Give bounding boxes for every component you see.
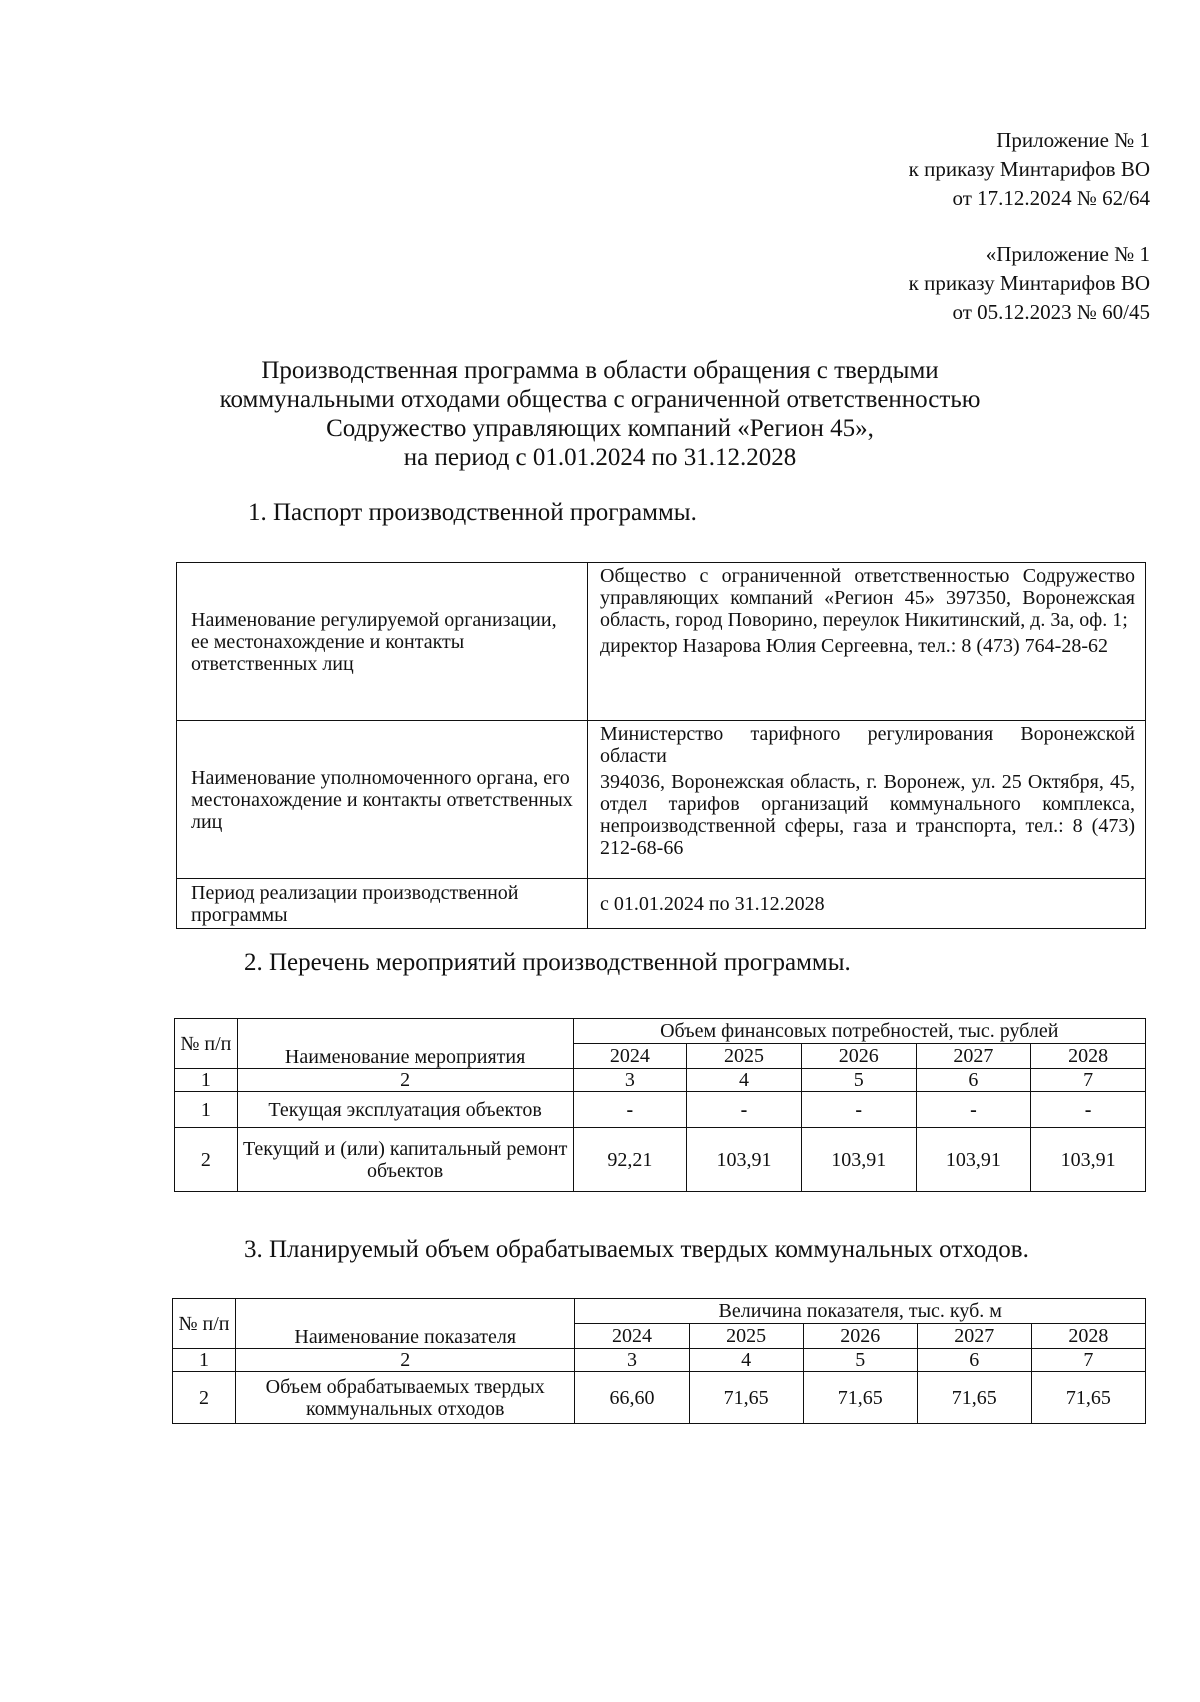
passport-value <box>588 563 1146 721</box>
row-value: 103,91 <box>916 1128 1031 1192</box>
column-index: 4 <box>687 1069 802 1092</box>
row-value: 71,65 <box>917 1372 1031 1424</box>
row-value: 103,91 <box>687 1128 802 1192</box>
column-header-name: Наименование показателя <box>235 1299 574 1349</box>
column-header-group: Объем финансовых потребностей, тыс. рублей <box>573 1019 1145 1044</box>
row-value: - <box>916 1092 1031 1128</box>
passport-label: Наименование регулируемой организации, ее местонахождение и контакты ответственных лиц <box>177 563 588 721</box>
section-3-heading: 3. Планируемый объем обрабатываемых твердых коммунальных отходов. <box>244 1236 1029 1263</box>
column-header-name: Наименование мероприятия <box>237 1019 573 1069</box>
row-value: - <box>1031 1092 1146 1128</box>
title-line: на период с 01.01.2024 по 31.12.2028 <box>403 444 797 471</box>
column-header-number: № п/п <box>175 1019 238 1069</box>
row-value: 66,60 <box>575 1372 689 1424</box>
passport-value-text: с 01.01.2024 по 31.12.2028 <box>600 892 825 915</box>
annex-line: от 05.12.2023 № 60/45 <box>952 300 1150 324</box>
passport-value-text: 394036, Воронежская область, г. Воронеж, ул. 25 Октября, 45, отдел тарифов организаций коммунального комплекса, непроизводственной сферы, газа и транспорта, тел.: 8 (473) 212-68-66 <box>600 771 1135 859</box>
row-value: 103,91 <box>1031 1128 1146 1192</box>
table-row <box>177 563 1146 721</box>
table-row <box>173 1372 1146 1424</box>
title-line: Содружество управляющих компаний «Регион 45», <box>326 415 874 442</box>
row-value: - <box>687 1092 802 1128</box>
year-header: 2025 <box>689 1324 803 1349</box>
year-header: 2027 <box>917 1324 1031 1349</box>
section-2-heading: 2. Перечень мероприятий производственной программы. <box>244 949 851 976</box>
table-row <box>177 879 1146 929</box>
year-header: 2025 <box>687 1044 802 1069</box>
passport-value-text: Министерство тарифного регулирования Воронежской области <box>600 723 1135 767</box>
column-index: 5 <box>801 1069 916 1092</box>
column-index: 6 <box>916 1069 1031 1092</box>
annex-original-reference <box>909 240 1150 327</box>
column-index: 3 <box>575 1349 689 1372</box>
annex-line: «Приложение № 1 <box>985 242 1150 266</box>
table-row <box>177 721 1146 879</box>
title-line: коммунальными отходами общества с ограниченной ответственностью <box>219 386 981 413</box>
year-header: 2028 <box>1031 1044 1146 1069</box>
table-header-row <box>173 1299 1146 1324</box>
column-header-group: Величина показателя, тыс. куб. м <box>575 1299 1146 1324</box>
row-value: - <box>573 1092 687 1128</box>
column-index: 7 <box>1031 1349 1145 1372</box>
column-index: 3 <box>573 1069 687 1092</box>
row-value: 71,65 <box>803 1372 917 1424</box>
row-value: - <box>801 1092 916 1128</box>
column-header-number: № п/п <box>173 1299 236 1349</box>
year-header: 2027 <box>916 1044 1031 1069</box>
annex-line: Приложение № 1 <box>996 128 1150 152</box>
passport-value-text: Общество с ограниченной ответственностью Содружество управляющих компаний «Регион 45» 397350, Воронежская область, город Поворино, переулок Никитинский, д. 3а, оф. 1; <box>600 565 1135 631</box>
column-index: 4 <box>689 1349 803 1372</box>
row-value: 103,91 <box>801 1128 916 1192</box>
column-index: 6 <box>917 1349 1031 1372</box>
volumes-table <box>172 1298 1146 1424</box>
passport-label: Наименование уполномоченного органа, его местонахождение и контакты ответственных лиц <box>177 721 588 879</box>
row-number: 2 <box>175 1128 238 1192</box>
column-index: 2 <box>237 1069 573 1092</box>
year-header: 2024 <box>575 1324 689 1349</box>
events-table <box>174 1018 1146 1192</box>
year-header: 2028 <box>1031 1324 1145 1349</box>
column-index-row <box>173 1349 1146 1372</box>
section-1-heading: 1. Паспорт производственной программы. <box>248 499 697 526</box>
row-name: Текущая эксплуатация объектов <box>237 1092 573 1128</box>
row-number: 1 <box>175 1092 238 1128</box>
table-header-row <box>175 1019 1146 1044</box>
annex-line: от 17.12.2024 № 62/64 <box>952 186 1150 210</box>
row-name: Объем обрабатываемых твердых коммунальных отходов <box>235 1372 574 1424</box>
document-title <box>160 356 1040 472</box>
annex-current-reference <box>909 126 1150 213</box>
row-number: 2 <box>173 1372 236 1424</box>
passport-label: Период реализации производственной программы <box>177 879 588 929</box>
annex-line: к приказу Минтарифов ВО <box>908 157 1150 181</box>
column-index: 1 <box>173 1349 236 1372</box>
column-index: 7 <box>1031 1069 1146 1092</box>
title-line: Производственная программа в области обращения с твердыми <box>261 357 939 384</box>
row-name: Текущий и (или) капитальный ремонт объектов <box>237 1128 573 1192</box>
passport-value-text: директор Назарова Юлия Сергеевна, тел.: 8 (473) 764-28-62 <box>600 635 1108 657</box>
column-index: 1 <box>175 1069 238 1092</box>
annex-line: к приказу Минтарифов ВО <box>908 271 1150 295</box>
passport-value <box>588 721 1146 879</box>
row-value: 92,21 <box>573 1128 687 1192</box>
table-row <box>175 1128 1146 1192</box>
passport-value <box>588 879 1146 929</box>
column-index-row <box>175 1069 1146 1092</box>
passport-table <box>176 562 1146 929</box>
table-row <box>175 1092 1146 1128</box>
column-index: 2 <box>235 1349 574 1372</box>
year-header: 2026 <box>801 1044 916 1069</box>
row-value: 71,65 <box>1031 1372 1145 1424</box>
year-header: 2024 <box>573 1044 687 1069</box>
column-index: 5 <box>803 1349 917 1372</box>
year-header: 2026 <box>803 1324 917 1349</box>
row-value: 71,65 <box>689 1372 803 1424</box>
